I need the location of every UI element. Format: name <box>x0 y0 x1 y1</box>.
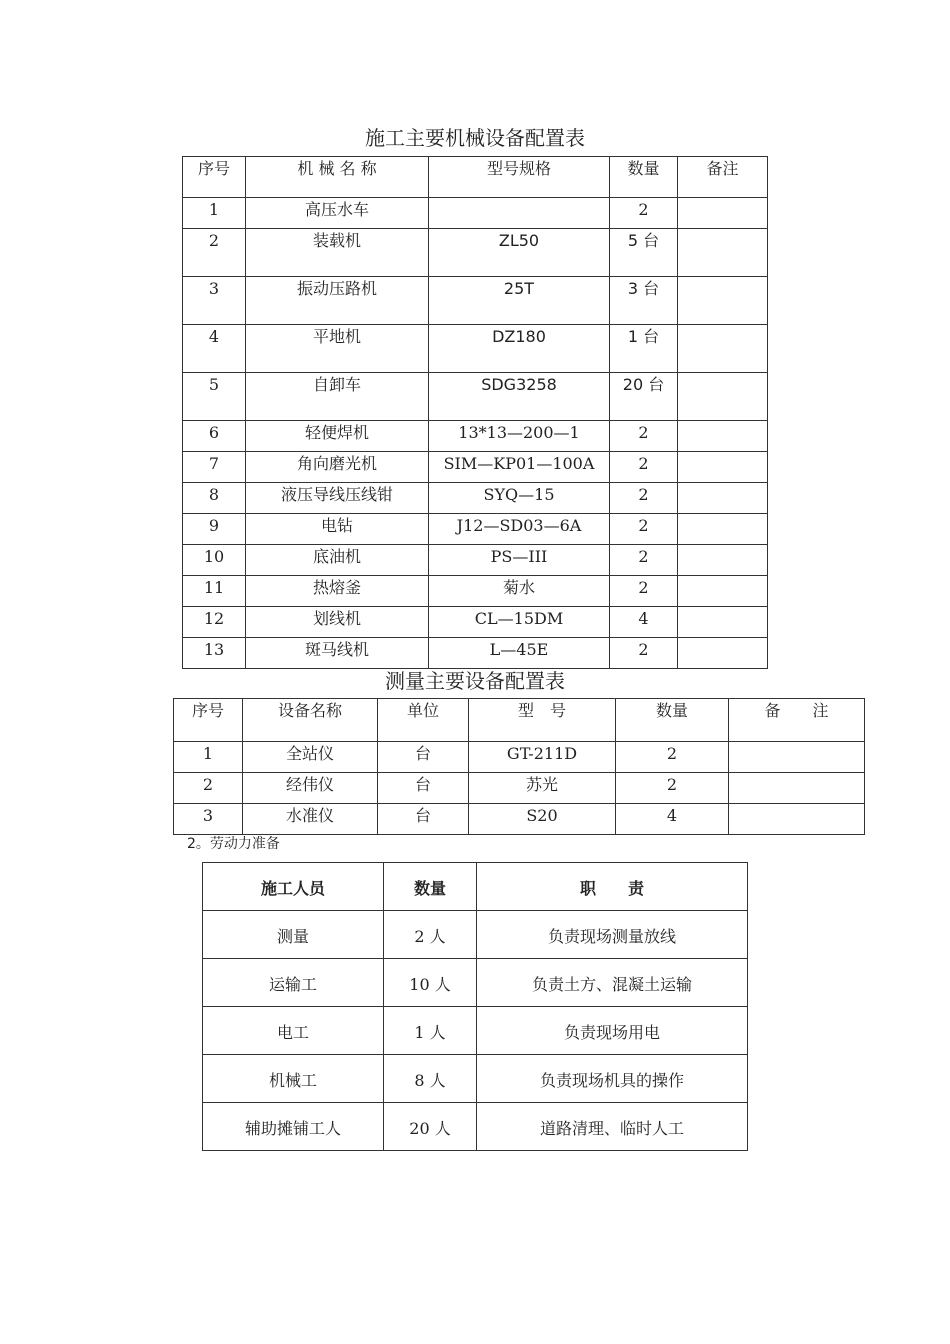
cell-text: 8 人 <box>414 1070 446 1090</box>
table-cell <box>610 452 678 483</box>
cell-text: 备 注 <box>764 701 829 720</box>
table-cell <box>246 421 429 452</box>
cell-text <box>678 607 767 611</box>
cell-text: ZL50 <box>498 231 540 250</box>
cell-text: 3 <box>202 806 214 825</box>
cell-text: 1 人 <box>414 1022 446 1042</box>
cell-text: 负责现场测量放线 <box>547 926 676 946</box>
table-cell <box>203 911 384 959</box>
table-row <box>203 1103 748 1151</box>
table-cell <box>183 277 246 325</box>
table-cell <box>246 545 429 576</box>
cell-text: CL—15DM <box>474 609 564 628</box>
survey-equipment-table <box>173 698 865 835</box>
header-cell <box>378 699 469 742</box>
cell-text: 液压导线压线钳 <box>280 485 393 504</box>
table-cell <box>429 576 610 607</box>
table-cell <box>616 804 729 835</box>
cell-text: 5 <box>208 375 220 394</box>
cell-text: 装载机 <box>312 231 361 250</box>
table-cell <box>678 514 768 545</box>
table-row <box>174 742 865 773</box>
cell-text: 2 <box>666 775 678 794</box>
table-row <box>183 576 768 607</box>
cell-text: 测量 <box>276 926 309 946</box>
table-cell <box>477 1055 748 1103</box>
table-cell <box>678 373 768 421</box>
cell-text: 11 <box>203 578 225 597</box>
cell-text: 8 <box>208 485 220 504</box>
table-cell <box>429 325 610 373</box>
labor-table <box>202 862 748 1151</box>
cell-text: 机 械 名 称 <box>297 159 377 178</box>
table-header-row <box>203 863 748 911</box>
cell-text: 2 <box>638 578 649 597</box>
table-cell <box>429 373 610 421</box>
table-cell <box>246 452 429 483</box>
table-cell <box>246 514 429 545</box>
cell-text <box>678 483 767 487</box>
cell-text <box>729 742 864 746</box>
cell-text: 经伟仪 <box>285 775 334 794</box>
table-cell <box>243 804 378 835</box>
cell-text: 10 人 <box>409 974 451 994</box>
cell-text: 职 责 <box>579 878 644 898</box>
table-cell <box>174 742 243 773</box>
cell-text: 2 <box>638 454 649 473</box>
cell-text <box>678 325 767 329</box>
table-row <box>183 277 768 325</box>
cell-text: 3 台 <box>627 279 660 298</box>
cell-text: 2 <box>208 231 220 250</box>
table-row <box>203 959 748 1007</box>
table-cell <box>610 483 678 514</box>
cell-text: 单位 <box>406 701 439 720</box>
table-header-row <box>174 699 865 742</box>
table-row <box>183 545 768 576</box>
table-cell <box>678 576 768 607</box>
table-cell <box>610 198 678 229</box>
table-header-row <box>183 157 768 198</box>
cell-text: 负责土方、混凝土运输 <box>531 974 692 994</box>
cell-text: 全站仪 <box>285 744 334 763</box>
cell-text: 2 <box>638 516 649 535</box>
table1-title: 施工主要机械设备配置表 <box>365 126 585 150</box>
table-cell <box>183 483 246 514</box>
table-cell <box>429 452 610 483</box>
table-cell <box>246 373 429 421</box>
table-cell <box>610 229 678 277</box>
cell-text <box>678 421 767 425</box>
header-cell <box>610 157 678 198</box>
table-cell <box>429 483 610 514</box>
table-row <box>174 773 865 804</box>
table-row <box>203 1007 748 1055</box>
cell-text: 道路清理、临时人工 <box>539 1118 684 1138</box>
table-cell <box>384 1103 477 1151</box>
table-cell <box>610 576 678 607</box>
table-cell <box>246 638 429 669</box>
table-cell <box>183 229 246 277</box>
table-cell <box>378 742 469 773</box>
table-cell <box>469 742 616 773</box>
cell-text: 序号 <box>197 159 230 178</box>
cell-text: 负责现场用电 <box>563 1022 660 1042</box>
cell-text: 水准仪 <box>285 806 334 825</box>
table-cell <box>610 325 678 373</box>
cell-text <box>678 545 767 549</box>
cell-text: 2 <box>202 775 214 794</box>
table-cell <box>429 607 610 638</box>
table-cell <box>616 742 729 773</box>
table-cell <box>174 804 243 835</box>
cell-text <box>678 229 767 233</box>
cell-text: 1 <box>208 200 220 219</box>
table-cell <box>678 277 768 325</box>
table-cell <box>616 773 729 804</box>
table-cell <box>610 514 678 545</box>
cell-text: 平地机 <box>312 327 361 346</box>
table-cell <box>610 421 678 452</box>
table-cell <box>678 483 768 514</box>
cell-text: 角向磨光机 <box>296 454 377 473</box>
table-cell <box>477 1007 748 1055</box>
table-cell <box>378 804 469 835</box>
table-cell <box>610 607 678 638</box>
cell-text <box>729 773 864 777</box>
table-cell <box>429 198 610 229</box>
cell-text: 25T <box>503 279 535 298</box>
header-cell <box>243 699 378 742</box>
cell-text: 电工 <box>276 1022 309 1042</box>
cell-text: 2 <box>638 200 649 219</box>
table-cell <box>243 773 378 804</box>
table-cell <box>243 742 378 773</box>
cell-text: 2 人 <box>414 926 446 946</box>
header-cell <box>729 699 865 742</box>
cell-text: 划线机 <box>312 609 361 628</box>
cell-text: SIM—KP01—100A <box>443 454 595 473</box>
table-cell <box>183 638 246 669</box>
table-cell <box>246 229 429 277</box>
cell-text: 菊水 <box>502 578 535 597</box>
table-cell <box>378 773 469 804</box>
table-row <box>183 514 768 545</box>
table-cell <box>429 421 610 452</box>
table-cell <box>183 373 246 421</box>
cell-text: 运输工 <box>268 974 317 994</box>
header-cell <box>384 863 477 911</box>
table-row <box>203 1055 748 1103</box>
table-cell <box>469 804 616 835</box>
table-cell <box>429 514 610 545</box>
cell-text: 4 <box>666 806 678 825</box>
cell-text: L—45E <box>489 640 549 659</box>
table-cell <box>246 607 429 638</box>
cell-text: SDG3258 <box>481 375 557 394</box>
cell-text: S20 <box>526 806 558 825</box>
table-cell <box>246 198 429 229</box>
cell-text <box>729 804 864 808</box>
cell-text: 热熔釜 <box>312 578 361 597</box>
cell-text: 13*13—200—1 <box>458 423 580 442</box>
cell-text: 设备名称 <box>277 701 342 720</box>
table-cell <box>429 229 610 277</box>
header-cell <box>616 699 729 742</box>
cell-text: 10 <box>203 547 225 566</box>
table-cell <box>183 421 246 452</box>
header-cell <box>429 157 610 198</box>
cell-text <box>678 373 767 377</box>
cell-text: 5 台 <box>627 231 660 250</box>
table-cell <box>610 373 678 421</box>
cell-text: 苏光 <box>525 775 558 794</box>
header-cell <box>678 157 768 198</box>
cell-text: 台 <box>414 775 431 794</box>
table-cell <box>183 198 246 229</box>
cell-text <box>678 452 767 456</box>
table2-title: 测量主要设备配置表 <box>385 669 565 693</box>
table-cell <box>246 483 429 514</box>
table-row <box>183 373 768 421</box>
cell-text: 13 <box>203 640 225 659</box>
cell-text: 4 <box>638 609 649 628</box>
table-cell <box>729 773 865 804</box>
table-cell <box>183 607 246 638</box>
table-cell <box>610 277 678 325</box>
table-cell <box>610 638 678 669</box>
table-cell <box>477 911 748 959</box>
cell-text: 7 <box>208 454 220 473</box>
table-cell <box>183 452 246 483</box>
cell-text <box>678 277 767 281</box>
cell-text <box>678 576 767 580</box>
cell-text: 2 <box>638 423 649 442</box>
header-cell <box>183 157 246 198</box>
cell-text: 负责现场机具的操作 <box>539 1070 684 1090</box>
cell-text: 高压水车 <box>304 200 369 219</box>
header-cell <box>477 863 748 911</box>
cell-text: SYQ—15 <box>483 485 555 504</box>
table-cell <box>678 198 768 229</box>
cell-text: J12—SD03—6A <box>456 516 582 535</box>
table-cell <box>678 229 768 277</box>
table-cell <box>729 804 865 835</box>
cell-text: DZ180 <box>492 327 546 346</box>
cell-text: 数量 <box>413 878 446 898</box>
table-row <box>183 198 768 229</box>
table-cell <box>678 421 768 452</box>
table-row <box>183 638 768 669</box>
section-note: 2。劳动力准备 <box>187 836 280 852</box>
table-cell <box>183 514 246 545</box>
cell-text: 序号 <box>191 701 224 720</box>
header-cell <box>469 699 616 742</box>
table-cell <box>729 742 865 773</box>
table-cell <box>678 452 768 483</box>
table-row <box>183 421 768 452</box>
table-cell <box>678 607 768 638</box>
table-cell <box>183 576 246 607</box>
cell-text: 2 <box>666 744 678 763</box>
cell-text: 12 <box>203 609 225 628</box>
table-cell <box>429 638 610 669</box>
table-cell <box>203 959 384 1007</box>
table-cell <box>246 277 429 325</box>
cell-text: 2 <box>638 485 649 504</box>
table-cell <box>469 773 616 804</box>
table-cell <box>203 1103 384 1151</box>
cell-text <box>678 514 767 518</box>
table-cell <box>678 325 768 373</box>
table-cell <box>678 638 768 669</box>
cell-text: 数量 <box>655 701 688 720</box>
header-cell <box>246 157 429 198</box>
cell-text: 辅助摊铺工人 <box>244 1118 341 1138</box>
cell-text: 1 <box>202 744 214 763</box>
cell-text: PS—III <box>490 547 548 566</box>
cell-text: 自卸车 <box>312 375 361 394</box>
table-cell <box>384 959 477 1007</box>
table-cell <box>246 325 429 373</box>
table-row <box>183 607 768 638</box>
cell-text: 斑马线机 <box>304 640 369 659</box>
table-row <box>183 325 768 373</box>
table-cell <box>678 545 768 576</box>
table-row <box>183 452 768 483</box>
cell-text: GT-211D <box>506 744 578 763</box>
cell-text: 台 <box>414 744 431 763</box>
cell-text: 施工人员 <box>260 878 325 898</box>
table-cell <box>203 1007 384 1055</box>
table-cell <box>384 911 477 959</box>
table-row <box>174 804 865 835</box>
cell-text: 1 台 <box>627 327 660 346</box>
machinery-table <box>182 156 768 669</box>
cell-text: 台 <box>414 806 431 825</box>
cell-text <box>429 198 609 202</box>
table-row <box>183 483 768 514</box>
table-cell <box>384 1055 477 1103</box>
table-cell <box>183 325 246 373</box>
cell-text: 型 号 <box>517 701 566 720</box>
cell-text <box>678 638 767 642</box>
cell-text: 电钻 <box>320 516 353 535</box>
header-cell <box>174 699 243 742</box>
cell-text: 机械工 <box>268 1070 317 1090</box>
cell-text: 9 <box>208 516 220 535</box>
table-cell <box>203 1055 384 1103</box>
table-cell <box>429 545 610 576</box>
cell-text: 3 <box>208 279 220 298</box>
cell-text: 2 <box>638 547 649 566</box>
table-cell <box>477 1103 748 1151</box>
table-cell <box>183 545 246 576</box>
cell-text: 轻便焊机 <box>304 423 369 442</box>
cell-text: 20 人 <box>409 1118 451 1138</box>
cell-text: 数量 <box>627 159 660 178</box>
table-cell <box>174 773 243 804</box>
cell-text: 4 <box>208 327 220 346</box>
cell-text: 型号规格 <box>486 159 551 178</box>
table-row <box>183 229 768 277</box>
cell-text: 底油机 <box>312 547 361 566</box>
cell-text: 6 <box>208 423 220 442</box>
header-cell <box>203 863 384 911</box>
table-cell <box>610 545 678 576</box>
cell-text: 2 <box>638 640 649 659</box>
table-cell <box>477 959 748 1007</box>
table-cell <box>384 1007 477 1055</box>
table-cell <box>429 277 610 325</box>
cell-text: 振动压路机 <box>296 279 377 298</box>
table-row <box>203 911 748 959</box>
cell-text: 备注 <box>706 159 739 178</box>
table-cell <box>246 576 429 607</box>
cell-text <box>678 198 767 202</box>
cell-text: 20 台 <box>622 375 665 394</box>
